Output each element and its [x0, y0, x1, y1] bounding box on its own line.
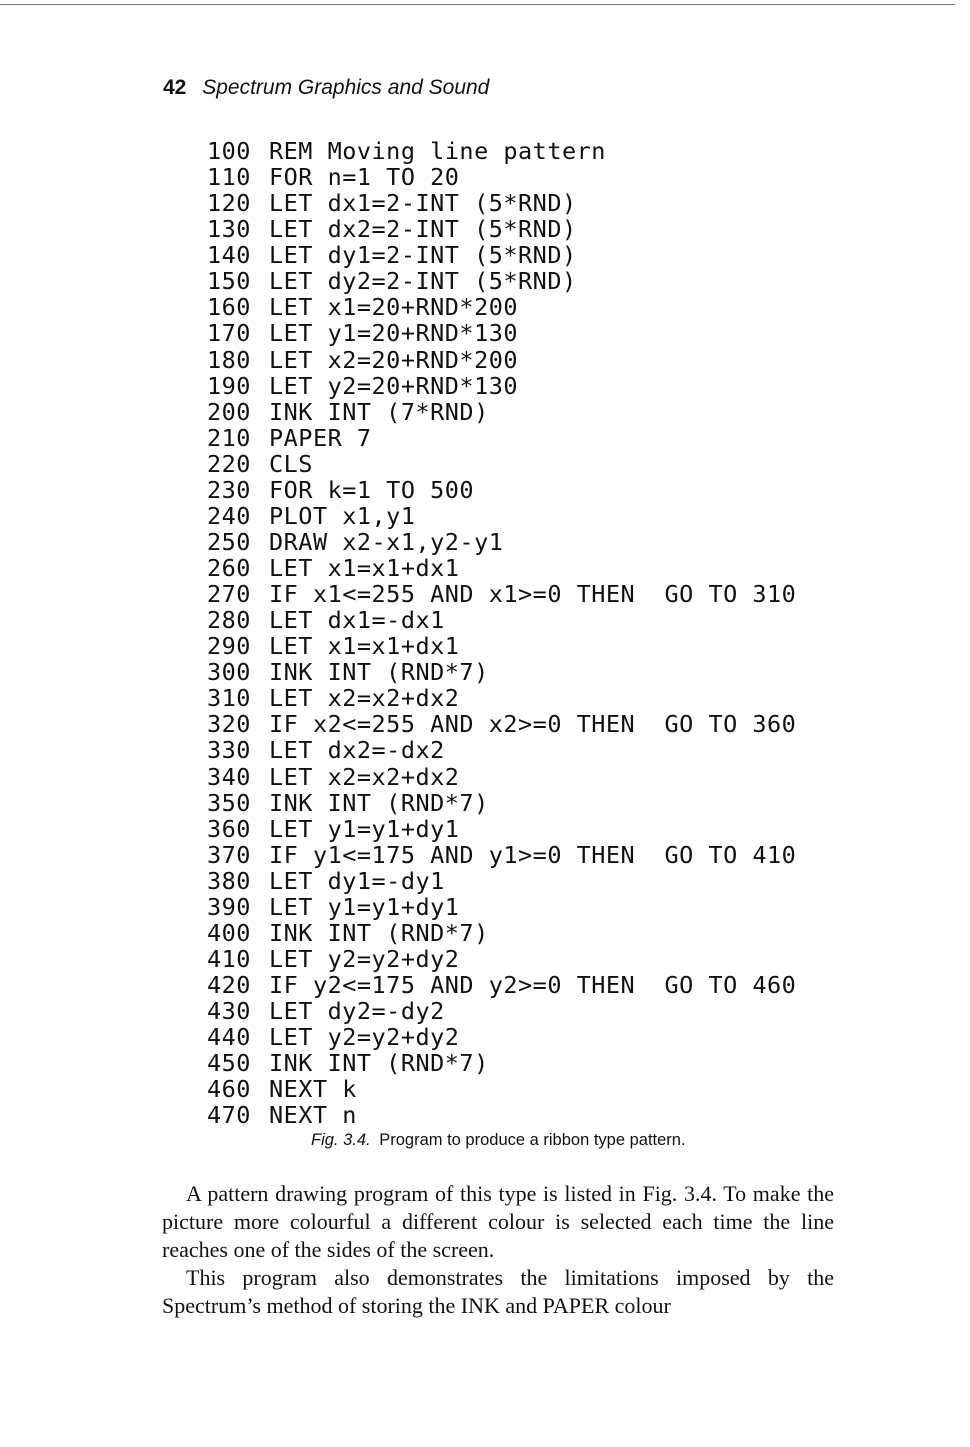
code-line [207, 347, 796, 373]
code-line [207, 633, 796, 659]
code-line [207, 972, 796, 998]
code-line [207, 764, 796, 790]
line-number: 110 [207, 163, 251, 192]
code-line [207, 477, 796, 503]
code-line [207, 451, 796, 477]
line-code: PAPER 7 [269, 423, 372, 452]
line-code: LET dx1=2-INT (5*RND) [269, 189, 577, 218]
line-number: 230 [207, 475, 251, 504]
line-number: 240 [207, 501, 251, 530]
code-line [207, 529, 796, 555]
line-number: 130 [207, 215, 251, 244]
code-line [207, 1024, 796, 1050]
line-code: DRAW x2-x1,y2-y1 [269, 527, 504, 556]
line-number: 400 [207, 918, 251, 947]
paragraph: A pattern drawing program of this type is listed in Fig. 3.4. To make the picture more colourful a different colour is selected each time the line reaches one of the sides of the screen. [162, 1181, 834, 1262]
code-line [207, 1102, 796, 1128]
line-code: LET dx2=2-INT (5*RND) [269, 215, 577, 244]
line-code: LET x2=x2+dx2 [269, 762, 460, 791]
code-line [207, 842, 796, 868]
line-code: INK INT (RND*7) [269, 658, 489, 687]
code-line [207, 216, 796, 242]
line-code: INK INT (RND*7) [269, 918, 489, 947]
line-code: FOR k=1 TO 500 [269, 475, 475, 504]
line-code: REM Moving line pattern [269, 137, 606, 165]
line-code: LET y2=y2+dy2 [269, 944, 460, 973]
line-code: IF x2<=255 AND x2>=0 THEN GO TO 360 [269, 710, 797, 739]
line-number: 100 [207, 137, 251, 165]
line-code: LET x1=x1+dx1 [269, 554, 460, 582]
page-number: 42 [163, 76, 187, 99]
code-line [207, 138, 796, 164]
figure-caption [311, 1131, 686, 1150]
code-line [207, 555, 796, 581]
line-number: 200 [207, 397, 251, 426]
line-code: CLS [269, 449, 313, 478]
line-number: 410 [207, 944, 251, 973]
line-code: LET dy2=2-INT (5*RND) [269, 267, 577, 296]
line-code: LET dx1=-dx1 [269, 606, 445, 635]
code-line [207, 399, 796, 425]
line-code: INK INT (RND*7) [269, 788, 489, 817]
line-code: LET x1=x1+dx1 [269, 632, 460, 661]
line-number: 180 [207, 345, 251, 374]
line-number: 370 [207, 840, 251, 869]
code-line [207, 711, 796, 737]
line-code: LET y2=20+RND*130 [269, 371, 519, 400]
line-number: 450 [207, 1049, 251, 1078]
line-number: 430 [207, 997, 251, 1026]
line-number: 290 [207, 632, 251, 661]
code-line [207, 737, 796, 763]
line-code: LET y1=y1+dy1 [269, 814, 460, 843]
code-line [207, 868, 796, 894]
line-number: 270 [207, 580, 251, 609]
line-number: 380 [207, 866, 251, 895]
line-number: 140 [207, 241, 251, 270]
line-number: 360 [207, 814, 251, 843]
line-number: 150 [207, 267, 251, 296]
code-line [207, 607, 796, 633]
code-line [207, 1050, 796, 1076]
code-line [207, 659, 796, 685]
code-line [207, 425, 796, 451]
line-code: LET y1=20+RND*130 [269, 319, 519, 348]
code-line [207, 581, 796, 607]
line-code: INK INT (7*RND) [269, 397, 489, 426]
line-number: 460 [207, 1075, 251, 1104]
line-code: INK INT (RND*7) [269, 1049, 489, 1078]
line-code: LET y2=y2+dy2 [269, 1023, 460, 1052]
line-number: 210 [207, 423, 251, 452]
line-number: 300 [207, 658, 251, 687]
line-code: IF x1<=255 AND x1>=0 THEN GO TO 310 [269, 580, 797, 609]
code-line [207, 190, 796, 216]
code-line [207, 373, 796, 399]
line-number: 160 [207, 293, 251, 322]
line-code: LET dy1=-dy1 [269, 866, 445, 895]
line-code: LET x1=20+RND*200 [269, 293, 519, 322]
line-code: LET dy1=2-INT (5*RND) [269, 241, 577, 270]
line-number: 250 [207, 527, 251, 556]
line-code: IF y2<=175 AND y2>=0 THEN GO TO 460 [269, 971, 797, 999]
line-code: NEXT k [269, 1075, 357, 1104]
body-text [162, 1180, 834, 1320]
code-line [207, 294, 796, 320]
figure-caption-text: Program to produce a ribbon type pattern. [379, 1131, 686, 1149]
code-line [207, 242, 796, 268]
line-number: 330 [207, 736, 251, 765]
top-rule [0, 4, 955, 5]
code-line [207, 320, 796, 346]
line-number: 350 [207, 788, 251, 817]
line-code: LET dx2=-dx2 [269, 736, 445, 765]
line-code: LET x2=x2+dx2 [269, 684, 460, 713]
line-number: 280 [207, 606, 251, 635]
line-number: 390 [207, 892, 251, 921]
figure-label: Fig. 3.4. [311, 1131, 371, 1149]
code-line [207, 816, 796, 842]
code-line [207, 685, 796, 711]
line-code: LET dy2=-dy2 [269, 997, 445, 1026]
line-number: 340 [207, 762, 251, 791]
code-line [207, 998, 796, 1024]
line-number: 470 [207, 1101, 251, 1130]
code-line [207, 920, 796, 946]
line-code: LET x2=20+RND*200 [269, 345, 519, 374]
code-line [207, 1076, 796, 1102]
line-number: 320 [207, 710, 251, 739]
code-line [207, 268, 796, 294]
line-number: 120 [207, 189, 251, 218]
line-number: 170 [207, 319, 251, 348]
code-line [207, 894, 796, 920]
paragraph: This program also demonstrates the limitations imposed by the Spectrum’s method of storing the INK and PAPER colour [162, 1265, 834, 1318]
line-code: LET y1=y1+dy1 [269, 892, 460, 921]
page-header [163, 76, 489, 100]
line-number: 220 [207, 449, 251, 478]
line-number: 420 [207, 971, 251, 999]
line-code: IF y1<=175 AND y1>=0 THEN GO TO 410 [269, 840, 797, 869]
running-title: Spectrum Graphics and Sound [202, 76, 490, 99]
line-number: 440 [207, 1023, 251, 1052]
code-line [207, 946, 796, 972]
line-number: 190 [207, 371, 251, 400]
program-listing [207, 138, 796, 1128]
code-line [207, 503, 796, 529]
line-number: 310 [207, 684, 251, 713]
line-number: 260 [207, 554, 251, 582]
line-code: PLOT x1,y1 [269, 501, 416, 530]
line-code: FOR n=1 TO 20 [269, 163, 460, 192]
code-line [207, 164, 796, 190]
line-code: NEXT n [269, 1101, 357, 1130]
code-line [207, 790, 796, 816]
